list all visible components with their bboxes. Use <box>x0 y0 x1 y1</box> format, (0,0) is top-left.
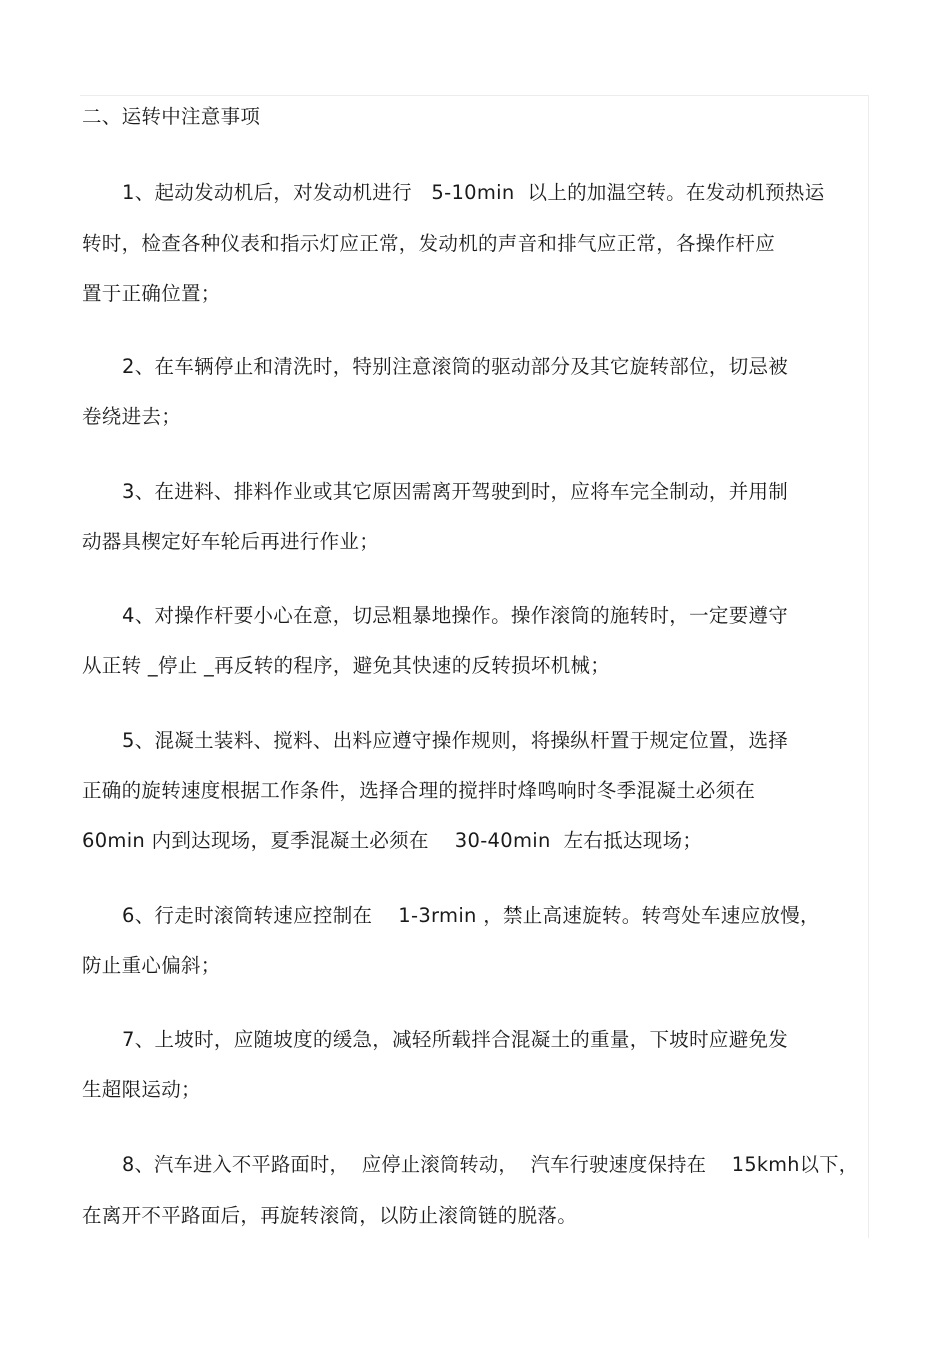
item-6-line-2: 防止重心偏斜； <box>82 954 221 977</box>
item-5-line-2: 正确的旋转速度根据工作条件，选择合理的搅拌时烽鸣响时冬季混凝土必须在 <box>82 779 756 802</box>
item-3-line-2: 动器具楔定好车轮后再进行作业； <box>82 530 380 553</box>
item-1-line-3: 置于正确位置； <box>82 282 221 305</box>
item-7-line-2: 生超限运动； <box>82 1078 201 1101</box>
item-1-line-1: 1、起动发动机后，对发动机进行 5-10min 以上的加温空转。在发动机预热运 <box>122 181 825 204</box>
item-1-line-2: 转时，检查各种仪表和指示灯应正常，发动机的声音和排气应正常，各操作杆应 <box>82 232 776 255</box>
item-2-line-1: 2、在车辆停止和清洗时，特别注意滚筒的驱动部分及其它旋转部位，切忌被 <box>122 355 789 378</box>
section-title: 二、运转中注意事项 <box>82 105 261 128</box>
item-4-line-2: 从正转 _停止 _再反转的程序，避免其快速的反转损坏机械； <box>82 654 611 677</box>
item-5-line-3: 60min 内到达现场，夏季混凝土必须在 30-40min 左右抵达现场； <box>82 829 703 852</box>
item-2-line-2: 卷绕进去； <box>82 405 182 428</box>
item-7-line-1: 7、上坡时，应随坡度的缓急，减轻所载拌合混凝土的重量，下坡时应避免发 <box>122 1028 789 1051</box>
item-8-line-2: 在离开不平路面后，再旋转滚筒，以防止滚筒链的脱落。 <box>82 1204 578 1227</box>
item-6-line-1: 6、行走时滚筒转速应控制在 1-3rmin ，禁止高速旋转。转弯处车速应放慢， <box>122 904 820 927</box>
item-4-line-1: 4、对操作杆要小心在意，切忌粗暴地操作。操作滚筒的施转时，一定要遵守 <box>122 604 789 627</box>
item-3-line-1: 3、在进料、排料作业或其它原因需离开驾驶到时，应将车完全制动，并用制 <box>122 480 789 503</box>
item-5-line-1: 5、混凝土装料、搅料、出料应遵守操作规则，将操纵杆置于规定位置，选择 <box>122 729 789 752</box>
item-8-line-1: 8、汽车进入不平路面时， 应停止滚筒转动， 汽车行驶速度保持在 15kmh以下， <box>122 1153 859 1176</box>
